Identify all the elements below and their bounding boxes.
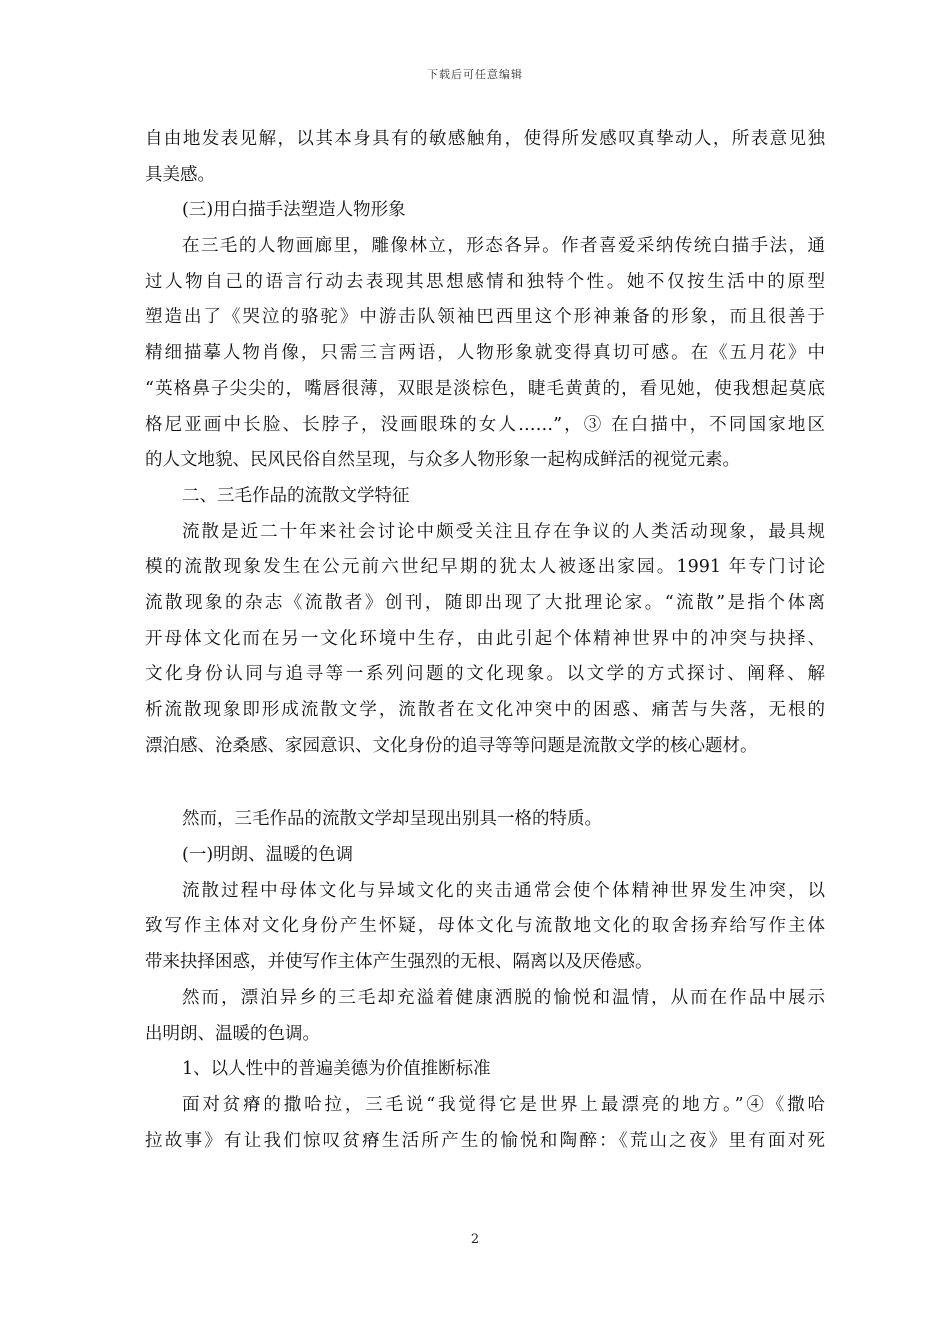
text-line: “英格鼻子尖尖的，嘴唇很薄，双眼是淡棕色，睫毛黄黄的，看见她，使我想起莫底: [145, 378, 825, 399]
text-line: 析流散现象即形成流散文学，流散者在文化冲突中的困惑、痛苦与失落，无根的: [145, 700, 825, 720]
header-note: 下载后可任意编辑: [427, 68, 523, 81]
text-line: 流散过程中母体文化与异域文化的夹击通常会使个体精神世界发生冲突，以: [182, 880, 825, 901]
text-line: 流散现象的杂志《流散者》创刊，随即出现了大批理论家。“流散”是指个体离: [145, 592, 825, 613]
text-line: 然而，漂泊异乡的三毛却充溢着健康洒脱的愉悦和温情，从而在作品中展示: [182, 987, 825, 1008]
text-line: 面对贫瘠的撒哈拉，三毛说“我觉得它是世界上最漂亮的地方。”④《撒哈: [182, 1094, 825, 1115]
page-number: 2: [470, 1232, 480, 1247]
text-line: 的人文地貌、民风民俗自然呈现，与众多人物形象一起构成鲜活的视觉元素。: [145, 450, 740, 471]
text-line: 具美感。: [145, 164, 215, 185]
text-line: 文化身份认同与追寻等一系列问题的文化现象。以文学的方式探讨、阐释、解: [145, 664, 825, 685]
paragraph-gap: [145, 764, 825, 802]
text-line: 开母体文化而在另一文化环境中生存，由此引起个体精神世界中的冲突与抉择、: [145, 628, 825, 649]
text-line: 拉故事》有让我们惊叹贫瘠生活所产生的愉悦和陶醉：《荒山之夜》里有面对死: [145, 1130, 825, 1151]
text-line: 带来抉择困惑，并使写作主体产生强烈的无根、隔离以及厌倦感。: [145, 952, 653, 973]
section-heading: (三)用白描手法塑造人物形象: [182, 200, 406, 221]
text-line: 然而，三毛作品的流散文学却呈现出别具一格的特质。: [182, 809, 602, 830]
text-line: 模的流散现象发生在公元前六世纪早期的犹太人被逐出家园。1991 年专门讨论: [145, 557, 825, 578]
section-heading: 二、三毛作品的流散文学特征: [182, 485, 410, 506]
text-line: 出明朗、温暖的色调。: [145, 1023, 320, 1044]
text-line: 漂泊感、沧桑感、家园意识、文化身份的追寻等等问题是流散文学的核心题材。: [145, 735, 758, 756]
section-heading: 1、以人性中的普遍美德为价值推断标准: [182, 1059, 491, 1080]
text-line: 致写作主体对文化身份产生怀疑，母体文化与流散地文化的取舍扬弃给写作主体: [145, 916, 825, 937]
text-line: 塑造出了《哭泣的骆驼》中游击队领袖巴西里这个形神兼备的形象，而且很善于: [145, 307, 825, 328]
text-line: 流散是近二十年来社会讨论中颇受关注且存在争议的人类活动现象，最具规: [182, 521, 825, 542]
document-body: [145, 122, 825, 1159]
text-line: 格尼亚画中长脸、长脖子，没画眼珠的女人……”，③ 在白描中，不同国家地区: [145, 414, 825, 435]
text-line: 精细描摹人物肖像，只需三言两语，人物形象就变得真切可感。在《五月花》中: [145, 343, 825, 364]
section-heading: (一)明朗、温暖的色调: [182, 845, 354, 866]
text-line: 过人物自己的语言行动去表现其思想感情和独特个性。她不仅按生活中的原型: [145, 271, 825, 292]
text-line: 在三毛的人物画廊里，雕像林立，形态各异。作者喜爱采纳传统白描手法，通: [182, 236, 825, 257]
text-line: 自由地发表见解，以其本身具有的敏感触角，使得所发感叹真挚动人，所表意见独: [145, 129, 825, 149]
